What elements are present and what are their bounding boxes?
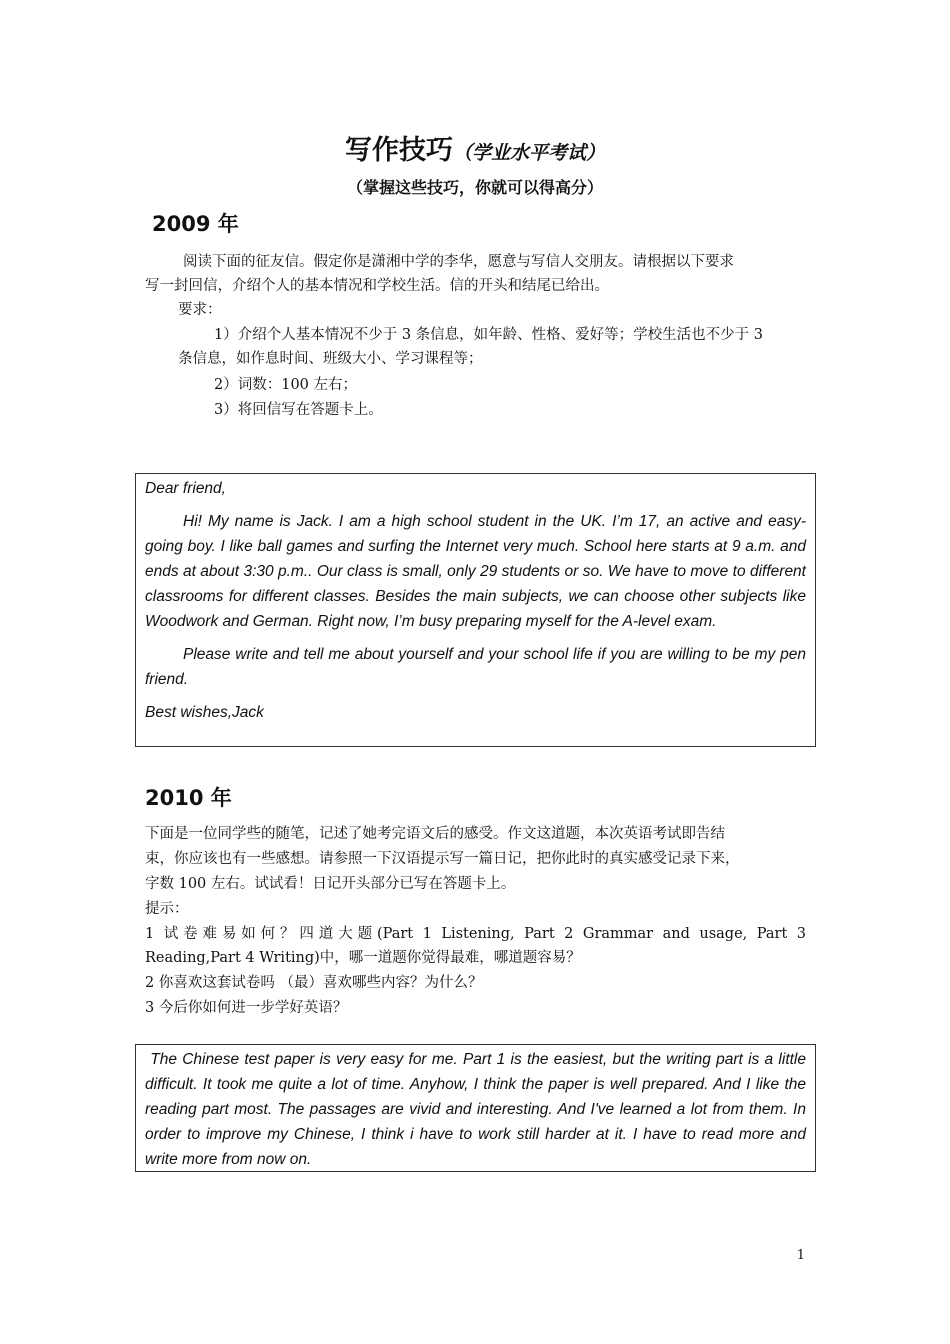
instruction-line: 束，你应该也有一些感想。请参照一下汉语提示写一篇日记，把你此时的真实感受记录下来， bbox=[145, 851, 740, 867]
instruction-line: Reading,Part 4 Writing)中，哪一道题你觉得最难，哪道题容易？ bbox=[145, 950, 581, 966]
instruction-line: 条信息，如作息时间、班级大小、学习课程等； bbox=[178, 351, 483, 367]
page-subtitle: （掌握这些技巧，你就可以得高分） bbox=[346, 178, 603, 197]
title-sub: （学业水平考试） bbox=[452, 142, 605, 164]
page-title bbox=[0, 134, 950, 171]
letter-closing: Best wishes,Jack bbox=[145, 704, 264, 721]
instruction-line: 要求： bbox=[178, 302, 222, 318]
instruction-line: 2 你喜欢这套试卷吗 （最）喜欢哪些内容？为什么？ bbox=[145, 975, 483, 991]
instruction-line: 阅读下面的征友信。假定你是潇湘中学的李华，愿意与写信人交朋友。请根据以下要求 bbox=[183, 254, 734, 270]
heading-2009: 2009 年 bbox=[152, 212, 239, 236]
instruction-line: 字数 100 左右。试试看！日记开头部分已写在答题卡上。 bbox=[145, 876, 516, 892]
instruction-line: 3）将回信写在答题卡上。 bbox=[214, 402, 383, 418]
letter-box bbox=[135, 473, 816, 747]
sample-answer-box bbox=[135, 1044, 816, 1172]
instruction-line: 2）词数：100 左右； bbox=[214, 377, 358, 393]
letter-body: Please write and tell me about yourself and your school life if you are willing to be my pen friend. bbox=[145, 646, 806, 688]
instruction-line: 1 试 卷 难 易 如 何 ？ 四 道 大 题 (Part 1 Listening, Part 2 Grammar and usage, Part 3 bbox=[145, 926, 806, 942]
instruction-line: 提示： bbox=[145, 901, 189, 917]
page-number: 1 bbox=[796, 1248, 805, 1263]
instruction-line: 3 今后你如何进一步学好英语？ bbox=[145, 1000, 348, 1016]
instruction-line: 1）介绍个人基本情况不少于 3 条信息，如年龄、性格、爱好等；学校生活也不少于 3 bbox=[214, 327, 764, 343]
instruction-line: 写一封回信，介绍个人的基本情况和学校生活。信的开头和结尾已给出。 bbox=[145, 278, 609, 294]
heading-2010: 2010 年 bbox=[145, 786, 232, 810]
letter-body: Hi! My name is Jack. I am a high school student in the UK. I’m 17, an active and easy-going boy. I like ball games and surfing the Internet very much. School here starts at 9 a.m. and ends at about 3:30 p.m.. Our class is small, only 29 students or so. We have to move to different classrooms for different classes. Besides the main subjects, we can choose other subjects like Woodwork and German. Right now, I’m busy preparing myself for the A-level exam. bbox=[145, 513, 806, 630]
title-main: 写作技巧 bbox=[344, 135, 453, 166]
letter-greeting: Dear friend, bbox=[145, 480, 226, 497]
sample-answer: The Chinese test paper is very easy for me. Part 1 is the easiest, but the writing part is a little difficult. It took me quite a lot of time. Anyhow, I think the paper is well prepared. And I like the reading part most. The passages are vivid and interesting. And I've learned a lot from them. In order to improve my Chinese, I think i have to work still harder at it. I have to read more and write more from now on. bbox=[145, 1051, 811, 1168]
instruction-line: 下面是一位同学些的随笔，记述了她考完语文后的感受。作文这道题，本次英语考试即告结 bbox=[145, 826, 725, 842]
